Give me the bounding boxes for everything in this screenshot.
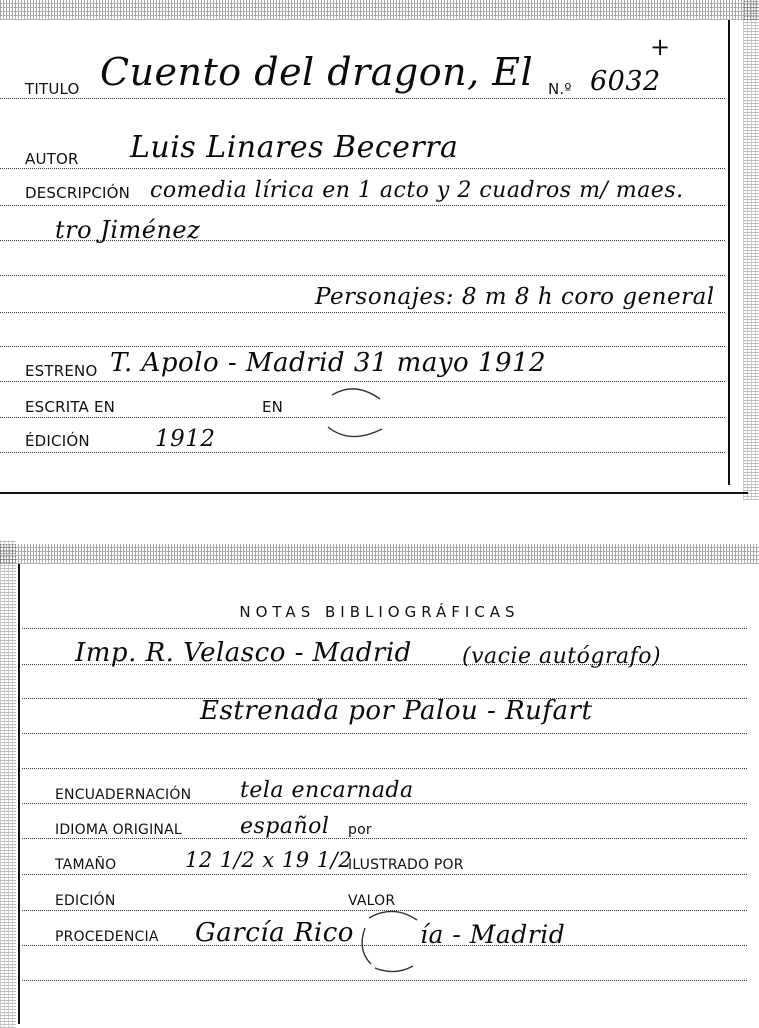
label-idioma-original: IDIOMA ORIGINAL [55, 822, 182, 838]
label-titulo: TITULO [25, 80, 80, 98]
label-valor: VALOR [348, 893, 396, 909]
value-descripcion-line1: comedia lírica en 1 acto y 2 cuadros m/ maes. [150, 178, 684, 203]
card-left-edge [18, 564, 20, 1024]
value-titulo: Cuento del dragon, El [100, 50, 534, 94]
ruled-line [0, 381, 725, 382]
ruled-line [22, 874, 747, 875]
ruled-line [0, 312, 725, 313]
catalog-card-top [0, 0, 759, 500]
stamp-mark [320, 385, 390, 445]
label-numero: N.º [548, 80, 572, 98]
ruled-line [0, 98, 725, 99]
label-encuadernacion: ENCUADERNACIÓN [55, 787, 192, 803]
ruled-line [22, 768, 747, 769]
ruled-line [0, 275, 725, 276]
label-descripcion: DESCRIPCIÓN [25, 184, 131, 202]
value-procedencia-left: García Rico [195, 918, 354, 948]
label-autor: AUTOR [25, 150, 79, 168]
value-edicion: 1912 [155, 426, 216, 452]
label-por: por [348, 822, 372, 838]
scan-noise-top [0, 544, 759, 564]
catalog-card-bottom [0, 540, 759, 1028]
value-tamano: 12 1/2 x 19 1/2 [185, 848, 353, 872]
scan-noise-top [0, 0, 759, 20]
value-estreno: T. Apolo - Madrid 31 mayo 1912 [110, 348, 547, 378]
value-procedencia-right: ía - Madrid [420, 920, 566, 949]
ruled-line [0, 168, 725, 169]
value-descripcion-line2: tro Jiménez [55, 216, 201, 244]
value-notes-line1-left: Imp. R. Velasco - Madrid [75, 638, 412, 668]
scan-noise-right [743, 0, 759, 500]
ruled-line [22, 980, 747, 981]
ruled-line [22, 803, 747, 804]
value-notes-line2: Estrenada por Palou - Rufart [200, 696, 593, 726]
value-numero-mark: + [650, 33, 671, 61]
label-tamano: TAMAÑO [55, 857, 117, 873]
value-autor: Luis Linares Becerra [130, 130, 459, 165]
value-encuadernacion: tela encarnada [240, 778, 414, 803]
value-personajes: Personajes: 8 m 8 h coro general [315, 284, 715, 310]
ruled-line [0, 452, 725, 453]
label-en: EN [262, 398, 284, 416]
value-numero: 6032 [590, 66, 661, 97]
label-procedencia: PROCEDENCIA [55, 929, 159, 945]
ruled-line [0, 346, 725, 347]
card-bottom-edge [0, 492, 748, 494]
ruled-line [22, 838, 747, 839]
notas-heading: NOTAS BIBLIOGRÁFICAS [239, 603, 520, 621]
label-edicion: EDICIÓN [55, 893, 116, 909]
label-escrita-en: ESCRITA EN [25, 398, 116, 416]
value-idioma-original: español [240, 814, 330, 839]
stamp-mark [355, 908, 425, 974]
label-ilustrado-por: ILUSTRADO POR [348, 857, 464, 873]
value-notes-line1-right: (vacie autógrafo) [462, 644, 662, 669]
label-edicion: ÉDICIÓN [25, 432, 90, 450]
label-estreno: ESTRENO [25, 362, 98, 380]
ruled-line [22, 628, 747, 629]
ruled-line [0, 205, 725, 206]
card-right-edge [728, 20, 730, 485]
ruled-line [22, 733, 747, 734]
